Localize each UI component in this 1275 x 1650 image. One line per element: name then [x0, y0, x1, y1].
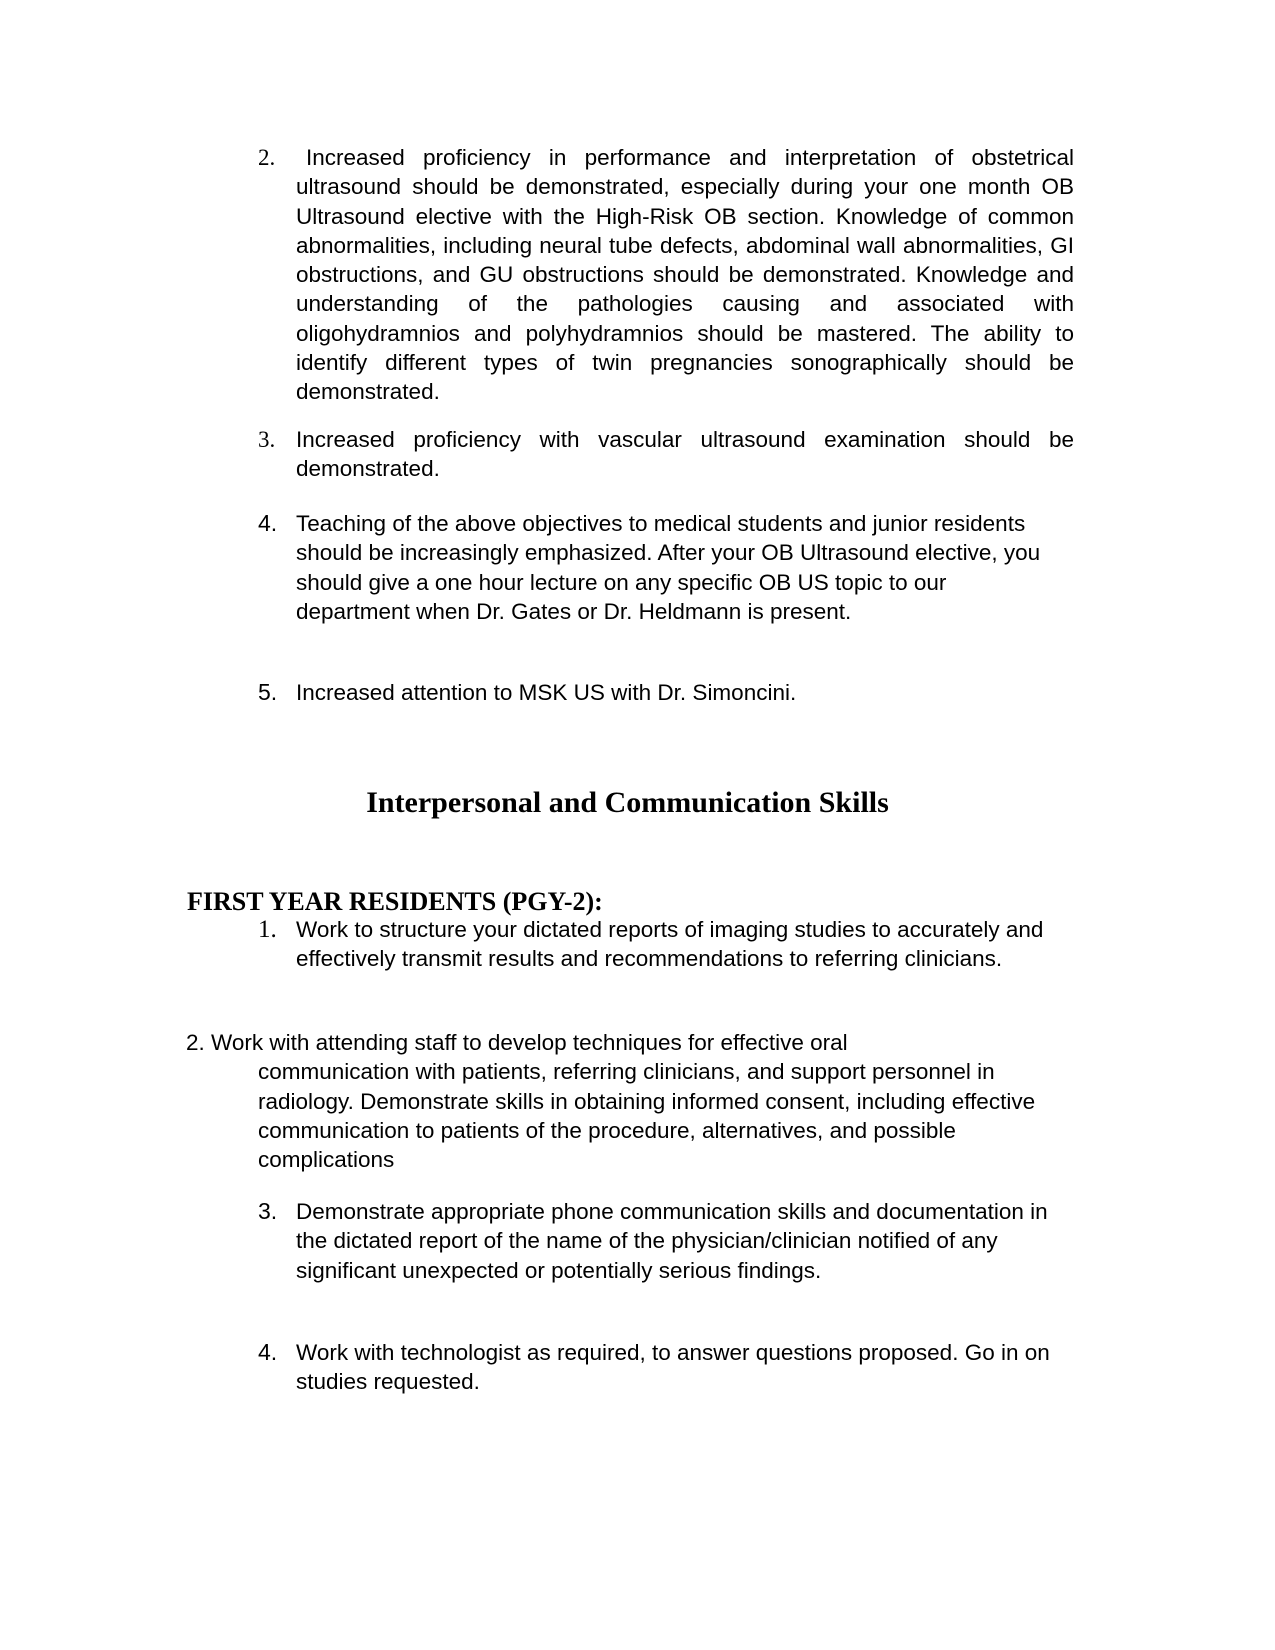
list-text-continued: communication with patients, referring clinicians, and support personnel in radiology. Demonstrate skills in obtaining informed consent, including effective communication to patients of the procedure, alternatives, and possible complications: [258, 1059, 1036, 1173]
list-text: Work with technologist as required, to answer questions proposed. Go in on studies requested.: [296, 1340, 1050, 1395]
list-number: 2.: [258, 145, 276, 170]
list-item-2: [258, 143, 1074, 407]
list-text: Demonstrate appropriate phone communication skills and documentation in the dictated report of the name of the physician/clinician notified of any significant unexpected or potentially serious findings.: [296, 1199, 1048, 1283]
list-text-first-line: 2. Work with attending staff to develop techniques for effective oral: [186, 1030, 848, 1055]
list-number: 1.: [258, 916, 277, 943]
list-item-4: [258, 509, 1074, 626]
list-text: Increased proficiency with vascular ultrasound examination should be demonstrated.: [296, 427, 1074, 482]
list-item-3: [258, 425, 1074, 484]
list-text: Increased proficiency in performance and interpretation of obstetrical ultrasound should be demonstrated, especially during your one month OB Ultrasound elective with the High-Risk OB section. Knowledge of common abnormalities, including neural tube defects, abdominal wall abnormalities, GI obstructions, and GU obstructions should be demonstrated. Knowledge and understanding of the pathologies causing and associated with oligohydramnios and polyhydramnios should be mastered. The ability to identify different types of twin pregnancies sonographically should be demonstrated.: [296, 145, 1074, 405]
pgy2-item-1: [258, 915, 1074, 974]
pgy2-item-4: [258, 1338, 1074, 1397]
list-number: 5.: [258, 679, 278, 705]
list-text: Increased attention to MSK US with Dr. Simoncini.: [296, 680, 797, 705]
pgy2-item-3: [258, 1197, 1074, 1285]
list-text: Teaching of the above objectives to medical students and junior residents should be increasingly emphasized. After your OB Ultrasound elective, you should give a one hour lecture on any specific OB US topic to our department when Dr. Gates or Dr. Heldmann is present.: [296, 511, 1041, 624]
subsection-heading: FIRST YEAR RESIDENTS (PGY-2):: [187, 887, 603, 916]
list-number: 4.: [258, 510, 278, 536]
list-item-5: [258, 678, 1074, 707]
section-heading: Interpersonal and Communication Skills: [366, 786, 889, 819]
list-text: Work to structure your dictated reports of imaging studies to accurately and effectively transmit results and recommendations to referring clinicians.: [296, 917, 1044, 972]
list-number: 3.: [258, 1198, 278, 1224]
list-number: 4.: [258, 1339, 278, 1365]
list-number: 3.: [258, 427, 276, 452]
pgy2-item-2: [186, 1028, 1076, 1174]
